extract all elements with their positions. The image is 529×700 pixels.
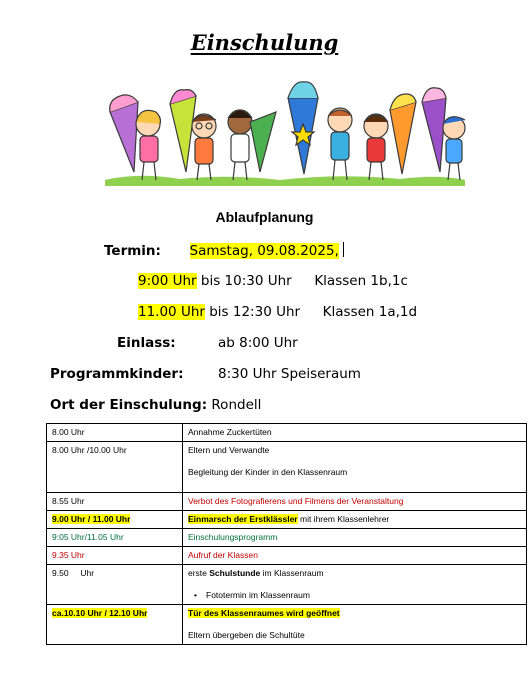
slot-2-start: 11.00 Uhr: [138, 304, 205, 320]
time-cell: ca.10.10 Uhr / 12.10 Uhr: [47, 605, 183, 645]
termin-row: [104, 242, 344, 259]
time-cell: 9.35 Uhr: [47, 547, 183, 565]
activity-cell: Verbot des Fotografierens und Filmens der Veranstaltung: [183, 493, 527, 511]
bullet-item: • Fototermin im Klassenraum: [188, 590, 521, 601]
schedule-table: [46, 423, 527, 645]
programmkinder-label: Programmkinder:: [50, 366, 184, 382]
time-cell: 8.55 Uhr: [47, 493, 183, 511]
termin-date: Samstag, 09.08.2025,: [189, 243, 339, 259]
page-title: Einschulung: [190, 30, 339, 55]
termin-label: Termin:: [104, 243, 161, 259]
text-cursor: [343, 242, 344, 257]
table-row: [47, 565, 527, 605]
activity-cell: Eltern und Verwandte Begleitung der Kinder in den Klassenraum: [183, 442, 527, 493]
slot-1-classes: Klassen 1b,1c: [314, 273, 408, 289]
programmkinder-value: 8:30 Uhr Speiseraum: [218, 366, 361, 382]
time-cell: 8.00 Uhr: [47, 424, 183, 442]
time-cell: 9:05 Uhr/11.05 Uhr: [47, 529, 183, 547]
slot-1-rest: bis 10:30 Uhr: [196, 273, 292, 289]
table-row: [47, 605, 527, 645]
slot-row-1: [138, 273, 408, 289]
slot-row-2: [138, 304, 417, 320]
slot-2-rest: bis 12:30 Uhr: [204, 304, 301, 320]
activity-cell: Annahme Zuckertüten: [183, 424, 527, 442]
table-row: [47, 442, 527, 493]
ort-label: Ort der Einschulung:: [50, 397, 208, 413]
time-cell: 8.00 Uhr /10.00 Uhr: [47, 442, 183, 493]
subtitle: Ablaufplanung: [215, 209, 314, 225]
table-row: [47, 493, 527, 511]
children-with-school-cones-illustration: [100, 62, 470, 190]
table-row: [47, 424, 527, 442]
einlass-label: Einlass:: [117, 335, 176, 351]
slot-2-classes: Klassen 1a,1d: [322, 304, 418, 320]
ort-row: [50, 397, 261, 413]
activity-cell: Tür des Klassenraumes wird geöffnet Eltern übergeben die Schultüte: [183, 605, 527, 645]
activity-cell: Einschulungsprogramm: [183, 529, 527, 547]
slot-1-start: 9:00 Uhr: [138, 273, 197, 289]
table-row: [47, 547, 527, 565]
activity-cell: Aufruf der Klassen: [183, 547, 527, 565]
table-row: [47, 529, 527, 547]
table-row: [47, 511, 527, 529]
einlass-value: ab 8:00 Uhr: [218, 335, 298, 351]
time-cell: 9.50 Uhr: [47, 565, 183, 605]
activity-cell: erste Schulstunde im Klassenraum • Fototermin im Klassenraum: [183, 565, 527, 605]
activity-cell: Einmarsch der Erstklässler mit ihrem Klassenlehrer: [183, 511, 527, 529]
time-cell: 9.00 Uhr / 11.00 Uhr: [47, 511, 183, 529]
ort-value: Rondell: [211, 397, 262, 413]
